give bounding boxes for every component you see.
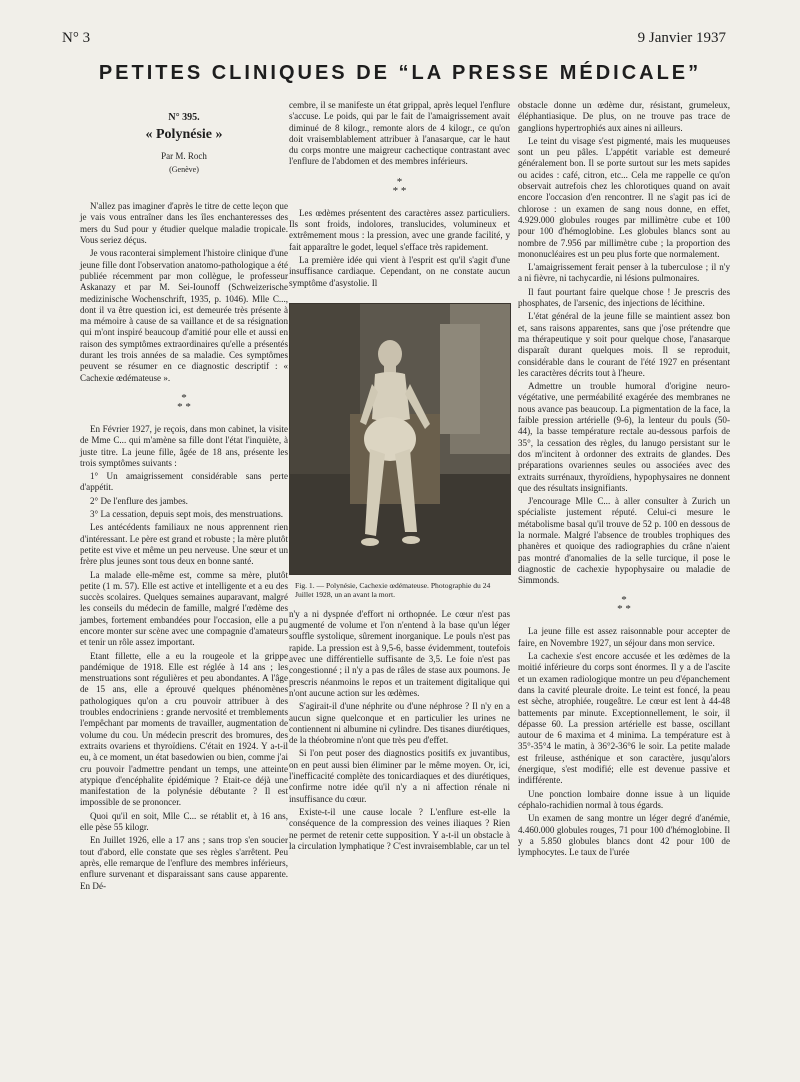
author-affiliation: (Genève)	[169, 164, 199, 174]
paragraph: Une ponction lombaire donne issue à un liquide céphalo-rachidien normal à tous égards.	[518, 788, 730, 810]
paragraph: Le teint du visage s'est pigmenté, mais les muqueuses sont un peu pâles. L'appétit variable est demeuré généralement bon. Il se porte surtout sur les mets sapides ou acides : café, citron, etc... Cela me rappelle ce qu'on observait autrefois chez les chlorotiques quand on avait encore l'occasion d'en rencontrer. Il ne s'agit pas ici de chlorose : un examen de sang nous donne, en effet, 4.929.000 globules rouges par millimètre cube et 100 pour 100 d'hémoglobine. Les globules blancs sont au nombre de 7.956 par millimètre cube ; la proportion des mononucléaires est un peu plus forte que normalement.	[518, 135, 730, 259]
list-item: 3° La cessation, depuis sept mois, des menstruations.	[90, 509, 284, 520]
figure-photograph	[289, 303, 511, 575]
column-2	[289, 100, 510, 854]
column-3	[518, 100, 730, 860]
list-item: 2° De l'enflure des jambes.	[90, 495, 188, 506]
paragraph: Les œdèmes présentent des caractères assez particuliers. Ils sont froids, indolores, translucides, volumineux et extrêmement mous : la pression, avec une grande facilité, y fait apparaître le godet, lequel s'efface très rapidement.	[289, 207, 510, 252]
patient-photo-illustration	[290, 304, 510, 574]
paragraph: N'allez pas imaginer d'après le titre de cette leçon que je vais vous entraîner dans les îles enchanteresses des mers du Sud pour y étudier quelque maladie tropicale. Vous seriez déçus.	[80, 201, 288, 246]
paragraph: L'amaigrissement ferait penser à la tuberculose ; il n'y a ni fièvre, ni tachycardie, ni lésions pulmonaires.	[518, 262, 730, 284]
paragraph: S'agirait-il d'une néphrite ou d'une néphrose ? Il n'y en a aucun signe quelconque et en particulier les urines ne contiennent ni albumine ni cylindre. Des tisanes diurétiques, de la théobromine n'ont que très peu d'effet.	[289, 701, 510, 746]
paragraph: L'état général de la jeune fille se maintient assez bon et, sans raisons apparentes, sans que j'ose prétendre que ma thérapeutique y soit pour quelque chose, l'anasarque disparaît durant quelques mois. Il se reproduit, considérable dans le courant de l'été 1927 en présentant les caractères décrits tout à l'heure.	[518, 311, 730, 378]
paragraph: obstacle donne un œdème dur, résistant, grumeleux, éléphantiasique. De plus, on ne trouve pas trace de ganglions hypertrophiés aux aines ni ailleurs.	[518, 100, 730, 133]
list-item: 1° Un amaigrissement considérable sans perte d'appétit.	[80, 471, 288, 493]
paragraph: Il faut pourtant faire quelque chose ! Je prescris des phosphates, de l'arsenic, des injections de lécithine.	[518, 286, 730, 309]
paragraph: n'y a ni dyspnée d'effort ni orthopnée. Le cœur n'est pas augmenté de volume et l'on n'entend à la base qu'un léger souffle systolique, sûrement inorganique. Le pouls n'est pas rapide. La pression est à 9,5-6, basse évidemment, toutefois avec une différentielle suffisante de 3,5. Le foie n'est pas congestionné ; il n'y a pas de râles de stase aux poumons. Je prescris néanmoins le repos et un traitement digitalique qui n'ont aucune action sur les œdèmes.	[289, 608, 510, 698]
paragraph: En Février 1927, je reçois, dans mon cabinet, la visite de Mme C... qui m'amène sa fille dont l'état l'inquiète, à juste titre. La jeune fille, âgée de 18 ans, présente les trois symptômes suivants :	[80, 423, 288, 468]
paragraph: La malade elle-même est, comme sa mère, plutôt petite (1 m. 57). Elle est active et intelligente et a eu des succès scolaires. Quelques semaines auparavant, malgré les conseils du médecin de famille, malgré l'œdème des jambes, fortement embandées pour l'occasion, elle a pu encore monter sur scène avec une compagnie d'amateurs et tenir un rôle assez important.	[80, 569, 288, 648]
paragraph: Existe-t-il une cause locale ? L'enflure est-elle la conséquence de la compression des veines iliaques ? Rien ne permet de retenir cette supposition. Y a-t-il un obstacle à la circulation lymphatique ? C'est invraisemblable, car un tel	[289, 806, 510, 851]
section-separator: * * *	[617, 594, 631, 616]
section-separator: * * *	[177, 391, 191, 413]
author-byline: Par M. Roch	[161, 150, 207, 161]
paragraph: Quoi qu'il en soit, Mlle C... se rétablit et, à 16 ans, elle pèse 55 kilogr.	[80, 810, 288, 833]
paragraph: La jeune fille est assez raisonnable pour accepter de faire, en Novembre 1927, un séjour dans mon service.	[518, 626, 730, 648]
paragraph: Etant fillette, elle a eu la rougeole et la grippe pandémique de 1918. Elle est réglée à 14 ans ; les menstruations sont régulières et peu abondantes. A l'âge de 15 ans, elle a éprouvé quelques phénomènes pathologiques qu'on a cru pouvoir attribuer à des troubles endocriniens : grande nervosité et tremblements l'empêchant par moments de travailler, augmentation de volume du cou. Un médecin prescrit des bromures, des extraits ovariens et thyroïdiens. C'était en 1924. Y a-t-il eu, à ce moment, un état basedowien ou bien, comme j'ai cru pouvoir l'admettre pendant un temps, une atteinte atypique d'encéphalite épidémique ? Etait-ce déjà une manifestation de la polynésie débutante ? Il est impossible de se prononcer.	[80, 650, 288, 808]
paragraph: Admettre un trouble humoral d'origine neuro-végétative, une perméabilité exagérée des membranes ne nous avance pas beaucoup. La pigmentation de la face, la faible pression artérielle (9-6), la lenteur du pouls (50-44), la basse température rectale au-dessous parfois de 35°, la cessation des règles, du lanugo persistant sur le dos m'incitent à ordonner des extraits de glandes. Des préparations ovariennes seules ou associées avec des extraits surrénaux, thyroïdiens, hypophysaires ne donnent que des résultats insignifiants.	[518, 381, 730, 493]
paragraph: Un examen de sang montre un léger degré d'anémie, 4.460.000 globules rouges, 71 pour 100 d'hémoglobine. Il y a 5.850 globules blancs dont 42 pour 100 de lymphocytes. Le taux de l'urée	[518, 813, 730, 858]
masthead: PETITES CLINIQUES DE “LA PRESSE MÉDICALE”	[98, 62, 702, 84]
paragraph: La première idée qui vient à l'esprit est qu'il s'agit d'une insuffisance cardiaque. Cependant, on ne constate aucun symptôme d'asystolie. Il	[289, 254, 510, 288]
issue-number: N° 3	[62, 30, 91, 46]
figure-caption: Fig. 1. — Polynésie, Cachexie œdémateuse. Photographie du 24 Juillet 1928, un an avant la mort.	[295, 580, 491, 599]
article-number: N° 395.	[168, 112, 200, 123]
paragraph: En Juillet 1926, elle a 17 ans ; sans trop s'en soucier tout d'abord, elle constate que ses règles s'arrêtent. Peu après, elle remarque de l'enflure des membres inférieurs, enflure survenant et disparaissant sans cause apparente. En Dé-	[80, 835, 288, 891]
paragraph: Je vous raconterai simplement l'histoire clinique d'une jeune fille dont l'observation anatomo-pathologique a été publiée récemment par mon collègue, le professeur Askanazy et par M. Sei-Iounoff (Schweizerische medizinische Wochenschrift, 1935, p. 1046). Mlle C..., dont il va être question ici, est demeurée très présente à ma mémoire à cause de sa vaillance et de sa résignation qui m'ont inspiré beaucoup d'amitié pour elle et aussi en raison des symptômes extraordinaires qu'elle a présentés durant les trois années de sa maladie. Ces symptômes peuvent se résumer en ce diagnostic descriptif : « Cachexie œdémateuse ».	[80, 248, 288, 383]
article-title: « Polynésie »	[145, 127, 223, 143]
section-separator: * * *	[392, 175, 407, 197]
column-1	[80, 100, 288, 894]
issue-date: 9 Janvier 1937	[637, 30, 726, 46]
paragraph: La cachexie s'est encore accusée et les œdèmes de la moitié inférieure du corps sont énormes. Il y a de l'ascite et un examen radiologique montre un peu d'épanchement dans la cavité pleurale droite. Le teint est foncé, la peau est sèche, atrophiée, rougeâtre. Le cœur est lent à 44-48 battements par minute. Exceptionnellement, le soir, il dépasse 60. La pression artérielle est basse, oscillant autour de 6 maxima et 4 minima. La température est à 35°-35°4 le matin, à 36°2-36°6 le soir. La petite malade est frileuse, asthénique et son caractère, jusqu'alors énergique, s'est modifié; elle est devenue passive et indifférente.	[518, 651, 730, 786]
paragraph: cembre, il se manifeste un état grippal, après lequel l'enflure s'accuse. Le poids, qui par le fait de l'amaigrissement avait diminué de 8 kilogr., remonte alors de 4 kilogr., ce qu'on doit vraisemblablement attribuer à l'anasarque, car le haut du corps montre une maigreur cachectique contrastant avec l'enflure de l'abdomen et des membres inférieurs.	[289, 100, 510, 167]
paragraph: J'encourage Mlle C... à aller consulter à Zurich un spécialiste justement réputé. Celui-ci mesure le métabolisme basal qu'il trouve de 52 p. 100 en dessous de la normale. Malgré l'absence de troubles trophiques des phanères et quoique des radiographies du crâne n'aient pas montré d'anomalies de la selle turcique, il pose le diagnostic de cachexie hypophysaire ou maladie de Simmonds.	[518, 496, 730, 586]
paragraph: Si l'on peut poser des diagnostics positifs ex juvantibus, on en peut aussi bien éliminer par le même moyen. Or, ici, l'inefficacité complète des tonicardiaques et des diurétiques, confirme notre idée qu'il n'y a ni affection rénale ni insuffisance du cœur.	[289, 748, 510, 804]
paragraph: Les antécédents familiaux ne nous apprennent rien d'intéressant. Le père est grand et robuste ; la mère plutôt petite est vive et même un peu nerveuse. Une sœur et un frère plus jeunes sont tous deux en bonne santé.	[80, 522, 288, 567]
